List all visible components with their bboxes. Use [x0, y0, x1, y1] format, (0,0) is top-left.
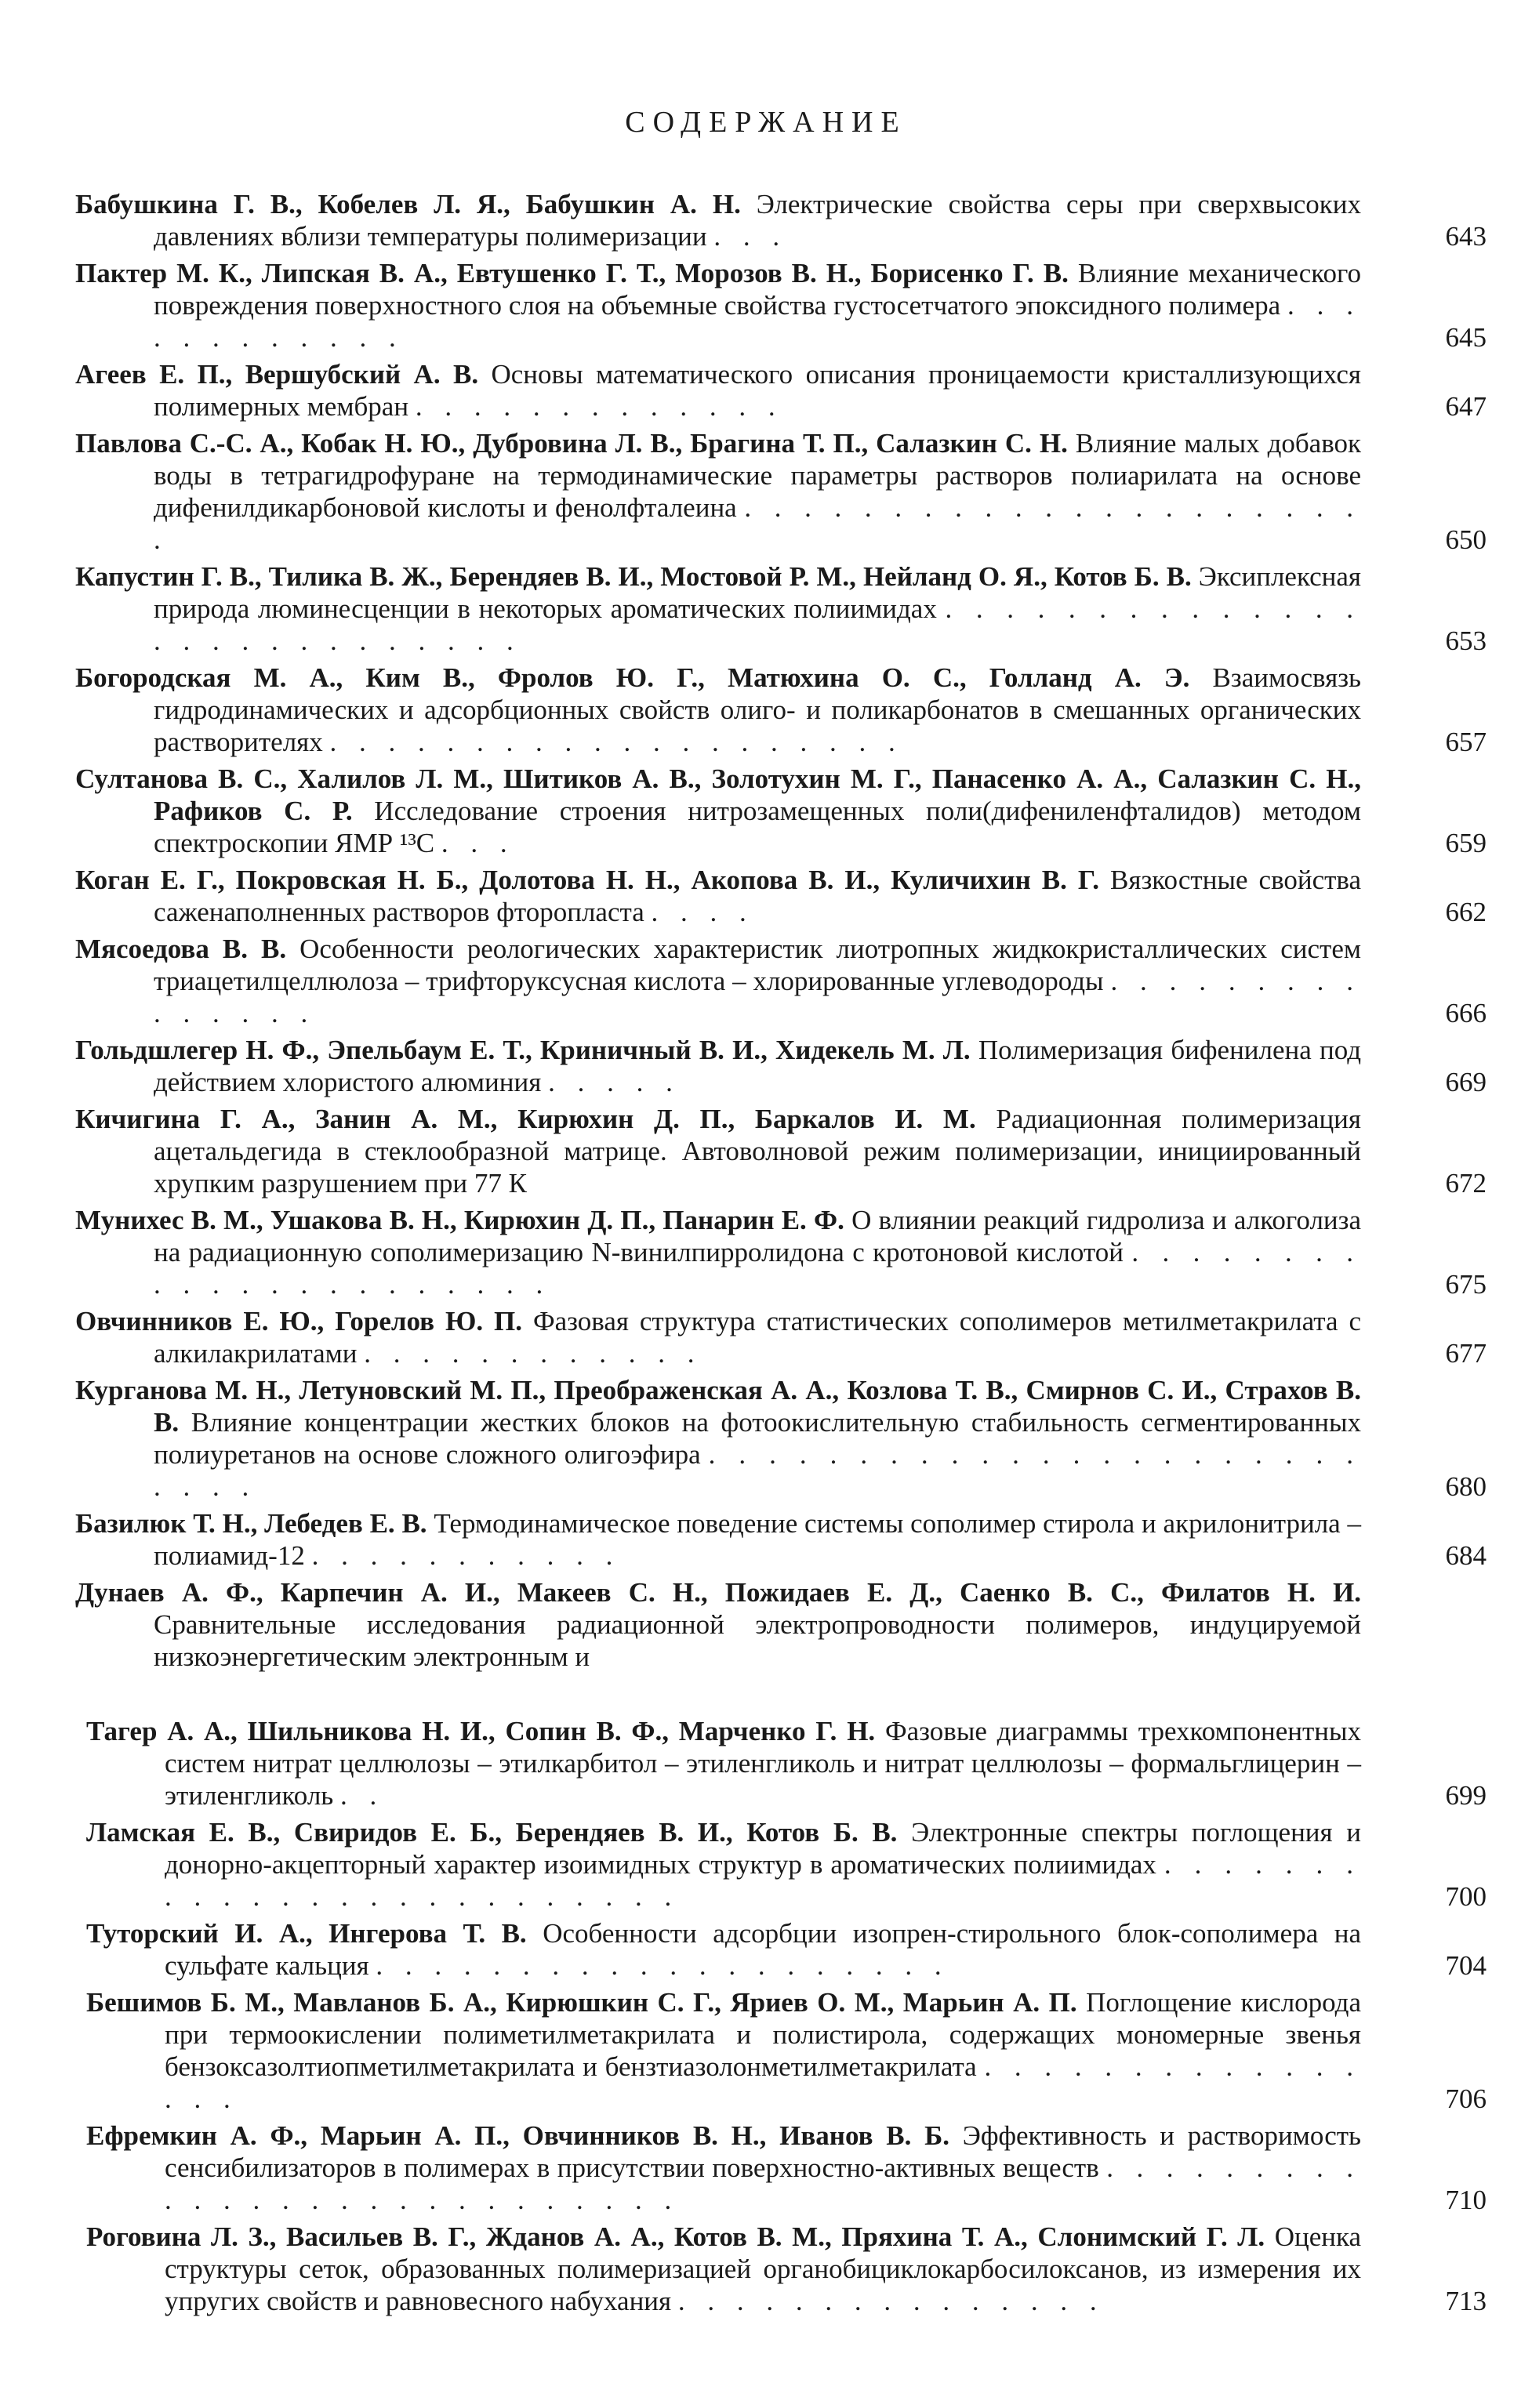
toc-entry-authors: Кичигина Г. А., Занин А. М., Кирюхин Д. П., Баркалов И. М. [75, 1104, 976, 1134]
toc-entry-text [86, 1986, 1487, 2115]
toc-entry-authors: Мунихес В. М., Ушакова В. Н., Кирюхин Д. П., Панарин Е. Ф. [75, 1205, 844, 1235]
toc-entry-page-number: 669 [1445, 1067, 1487, 1097]
toc-entry-text [75, 358, 1487, 422]
toc-entry [75, 864, 1487, 928]
toc-entry [75, 763, 1487, 859]
toc-entry-leader-dots: . . . . . . . . . . . . . . . [154, 966, 1361, 1028]
toc-entry-title: Особенности адсорбции изопрен-стирольного блок-сополимера на сульфате кальция [165, 1918, 1362, 1981]
toc-entry-page-number: 657 [1445, 727, 1487, 757]
toc-entry-leader-dots: . . . . . . . . . . . . . . . . . . . . . . [154, 1237, 1362, 1300]
toc-entry [75, 1305, 1487, 1369]
toc-entry-leader-dots: . . . [441, 828, 515, 858]
toc-entry-leader-dots: . . . . . . . . . . . . . . . . . . . . [376, 1950, 949, 1981]
toc-entry [75, 188, 1487, 252]
toc-entry [75, 257, 1487, 354]
toc-entry-authors: Султанова В. С., Халилов Л. М., Шитиков А. В., Золотухин М. Г., Панасенко А. А., Салазкин С. Н., Рафиков С. Р. [75, 763, 1361, 826]
toc-entry [75, 427, 1487, 556]
toc-entry-title: Влияние концентрации жестких блоков на фотоокислительную стабильность сегментированных полиуретанов на основе сложного олигоэфира [154, 1407, 1362, 1470]
toc-entry-title: Поглощение кислорода при термоокислении полиметилметакрилата и полистирола, содержащих мономерные звенья бензоксазолтиопметилметакрилата и бензтиазолонметилметакрилата [165, 1987, 1361, 2082]
toc-entry-page-number: 700 [1445, 1881, 1487, 1912]
toc-entry-title: Исследование строения нитрозамещенных поли(дифениленфталидов) методом спектроскопии ЯМР ¹³C [154, 796, 1362, 858]
toc-entry-authors: Коган Е. Г., Покровская Н. Б., Долотова Н. Н., Акопова В. И., Куличихин В. Г. [75, 865, 1099, 895]
toc-entry-leader-dots: . . . . . . . . . . . . [364, 1338, 702, 1369]
toc-entry-title: Взаимосвязь гидродинамических и адсорбционных свойств олиго- и поликарбонатов в смешанных органических растворителях [154, 662, 1361, 757]
toc-entry-page-number: 677 [1445, 1338, 1487, 1369]
toc-entry-text [75, 662, 1487, 758]
toc-entry-title: О влиянии реакций гидролиза и алкоголиза на радиационную сополимеризацию N-винилпирролидона с кротоновой кислотой [154, 1205, 1361, 1267]
toc-entry [75, 1576, 1487, 1673]
toc-entry-leader-dots: . . . . . [548, 1067, 681, 1097]
toc-entry-leader-dots: . . . . . . . . . . . . . . . . . . . . . . . . . . . [154, 593, 1362, 656]
toc-entry-authors: Мясоедова В. В. [75, 934, 287, 964]
toc-entry [75, 1507, 1487, 1572]
toc-entry [86, 1986, 1487, 2115]
toc-entry-text [75, 427, 1487, 556]
toc-entry-authors: Роговина Л. З., Васильев В. Г., Жданов А. А., Котов В. М., Пряхина Т. А., Слонимский Г. Л. [86, 2221, 1265, 2252]
toc-entry-page-number: 699 [1445, 1780, 1487, 1811]
toc-entry-leader-dots: . . [340, 1780, 385, 1811]
toc-entry [86, 1917, 1487, 1982]
toc-entry [86, 2221, 1487, 2317]
toc-entry-leader-dots: . . . . . . . . . . . . . . . . . . . . . . . . . . [154, 1439, 1362, 1502]
toc-entry-text [75, 933, 1487, 1029]
toc-entry-leader-dots: . . . . . . . . . . . . . . . . . . . . [329, 727, 903, 757]
toc-entry-title: Полимеризация бифенилена под действием хлористого алюминия [154, 1035, 1362, 1097]
toc-entry-authors: Ефремкин А. Ф., Марьин А. П., Овчинников В. Н., Иванов В. Б. [86, 2120, 949, 2151]
toc-entry-title: Влияние механического повреждения поверхностного слоя на объемные свойства густосетчатого эпоксидного полимера [154, 258, 1362, 321]
toc-entry-page-number: 704 [1445, 1950, 1487, 1981]
toc-entry-authors: Базилюк Т. Н., Лебедев Е. В. [75, 1508, 427, 1539]
toc-entry-text [75, 257, 1487, 354]
toc-entry-page-number: 675 [1445, 1269, 1487, 1300]
toc-entry-page-number: 659 [1445, 828, 1487, 858]
toc-entry [75, 1034, 1487, 1098]
toc-entry [86, 1715, 1487, 1811]
toc-entry-leader-dots: . . . . . . . . . . . . . [415, 391, 783, 422]
toc-entry-text [75, 1507, 1487, 1572]
toc-entry [75, 560, 1487, 657]
toc-entry-page-number: 710 [1445, 2185, 1487, 2215]
toc-entry-authors: Бабушкина Г. В., Кобелев Л. Я., Бабушкин А. Н. [75, 189, 741, 219]
toc-entry-text [75, 1576, 1487, 1673]
toc-entry-page-number: 666 [1445, 998, 1487, 1028]
toc-entry-authors: Пактер М. К., Липская В. А., Евтушенко Г. Т., Морозов В. Н., Борисенко Г. В. [75, 258, 1069, 288]
toc-entry-title: Радиационная полимеризация ацетальдегида в стеклообразной матрице. Автоволновой режим полимеризации, инициированный хрупким разрушением при 77 К [154, 1104, 1362, 1199]
toc-entry-page-number: 680 [1445, 1471, 1487, 1502]
toc-entry-page-number: 713 [1445, 2286, 1487, 2316]
toc-entry-authors: Гольдшлегер Н. Ф., Эпельбаум Е. Т., Криничный В. И., Хидекель М. Л. [75, 1035, 971, 1065]
toc-entry-text [75, 1374, 1487, 1503]
toc-entry-leader-dots: . . . . . . . . . . . . . . . [677, 2286, 1105, 2316]
toc-section-bottom [86, 1715, 1487, 2322]
toc-entry-page-number: 672 [1445, 1168, 1487, 1199]
toc-entry-text [86, 1816, 1487, 1913]
toc-entry [75, 1204, 1487, 1300]
toc-entry-leader-dots: . . . [713, 221, 788, 252]
toc-entry-text [75, 560, 1487, 657]
toc-entry-authors: Ламская Е. В., Свиридов Е. Б., Берендяев В. И., Котов Б. В. [86, 1817, 898, 1848]
toc-entry-authors: Курганова М. Н., Летуновский М. П., Преображенская А. А., Козлова Т. В., Смирнов С. И., Страхов В. В. [75, 1375, 1361, 1438]
toc-entry-title: Электронные спектры поглощения и донорно-акцепторный характер изоимидных структур в ароматических полиимидах [165, 1817, 1361, 1880]
toc-entry-text [75, 864, 1487, 928]
toc-entry-leader-dots: . . . . . . . . . . . . [154, 290, 1362, 353]
toc-entry-authors: Овчинников Е. Ю., Горелов Ю. П. [75, 1306, 523, 1336]
toc-entry-page-number: 684 [1445, 1540, 1487, 1571]
page-title: СОДЕРЖАНИЕ [625, 106, 907, 139]
toc-entry-authors: Туторский И. А., Ингерова Т. В. [86, 1918, 527, 1949]
toc-entry-text [75, 1034, 1487, 1098]
toc-entry-text [86, 2120, 1487, 2216]
toc-entry-title: Сравнительные исследования радиационной электропроводности полимеров, индуцируемой низкоэнергетическим электронным и [154, 1609, 1361, 1672]
toc-entry-title: Основы математического описания проницаемости кристаллизующихся полимерных мембран [154, 359, 1361, 422]
toc-entry-authors: Агеев Е. П., Вершубский А. В. [75, 359, 479, 390]
toc-entry-authors: Богородская М. А., Ким В., Фролов Ю. Г., Матюхина О. С., Голланд А. Э. [75, 662, 1190, 693]
toc-entry-title: Термодинамическое поведение системы сополимер стирола и акрилонитрила – полиамид-12 [154, 1508, 1362, 1571]
toc-entry-title: Фазовая структура статистических сополимеров метилметакрилата с алкилакрилатами [154, 1306, 1361, 1369]
toc-entry-title: Влияние малых добавок воды в тетрагидрофуране на термодинамические параметры растворов полиарилата на основе дифенилдикарбоновой кислоты и фенолфталеина [154, 428, 1362, 523]
toc-entry [75, 1103, 1487, 1199]
toc-entry-page-number: 650 [1445, 524, 1487, 555]
toc-entry-text [75, 1204, 1487, 1300]
toc-entry-text [75, 188, 1487, 252]
toc-entry-page-number: 645 [1445, 322, 1487, 353]
toc-entry-text [75, 1305, 1487, 1369]
toc-entry-text [75, 763, 1487, 859]
toc-entry [75, 358, 1487, 422]
toc-entry-page-number: 643 [1445, 221, 1487, 252]
toc-entry-page-number: 653 [1445, 626, 1487, 656]
toc-entry-leader-dots: . . . . . . . . . . . [311, 1540, 621, 1571]
toc-entry-authors: Павлова С.-С. А., Кобак Н. Ю., Дубровина Л. В., Брагина Т. П., Салазкин С. Н. [75, 428, 1068, 459]
toc-entry-text [75, 1103, 1487, 1199]
toc-entry [75, 662, 1487, 758]
toc-entry-text [86, 1917, 1487, 1982]
toc-entry-title: Фазовые диаграммы трехкомпонентных систем нитрат целлюлозы – этилкарбитол – этиленгликоль и нитрат целлюлозы – формальглицерин – этиленгликоль [165, 1716, 1361, 1811]
toc-entry [75, 1374, 1487, 1503]
toc-entry-page-number: 662 [1445, 897, 1487, 927]
toc-entry-title: Электрические свойства серы при сверхвысоких давлениях вблизи температуры полимеризации [154, 189, 1362, 252]
toc-section-top [75, 188, 1487, 1677]
toc-entry-title: Эффективность и растворимость сенсибилизаторов в полимерах в присутствии поверхностно-активных веществ [165, 2120, 1361, 2183]
toc-entry-page-number: 706 [1445, 2083, 1487, 2114]
toc-entry-leader-dots: . . . . . . . . . . . . . . . . . . . . . . . . . [165, 1849, 1361, 1912]
toc-entry-title: Оценка структуры сеток, образованных полимеризацией органобициклокарбосилоксанов, из измерения их упругих свойств и равновесного набухания [165, 2221, 1362, 2316]
toc-entry-text [86, 2221, 1487, 2317]
toc-entry-authors: Бешимов Б. М., Мавланов Б. А., Кирюшкин С. Г., Яриев О. М., Марьин А. П. [86, 1987, 1077, 2018]
toc-entry-title: Особенности реологических характеристик лиотропных жидкокристаллических систем триацетилцеллюлоза – трифторуксусная кислота – хлорированные углеводороды [154, 934, 1361, 996]
toc-entry-page-number: 647 [1445, 391, 1487, 422]
toc-entry-title: Вязкостные свойства саженаполненных растворов фторопласта [154, 865, 1362, 927]
toc-entry-title: Эксиплексная природа люминесценции в некоторых ароматических полиимидах [154, 561, 1361, 624]
toc-entry [86, 1816, 1487, 1913]
toc-entry-leader-dots: . . . . [651, 897, 754, 927]
toc-entry-authors: Тагер А. А., Шильникова Н. И., Сопин В. Ф., Марченко Г. Н. [86, 1716, 876, 1746]
toc-entry-authors: Дунаев А. Ф., Карпечин А. И., Макеев С. Н., Пожидаев Е. Д., Саенко В. С., Филатов Н. И. [75, 1577, 1361, 1608]
toc-entry [86, 2120, 1487, 2216]
toc-entry-leader-dots: . . . . . . . . . . . . . . . . [165, 2051, 1361, 2114]
toc-entry-authors: Капустин Г. В., Тилика В. Ж., Берендяев В. И., Мостовой Р. М., Нейланд О. Я., Котов Б. В. [75, 561, 1192, 592]
toc-entry [75, 933, 1487, 1029]
toc-entry-text [86, 1715, 1487, 1811]
toc-entry-leader-dots: . . . . . . . . . . . . . . . . . . . . . . [154, 492, 1361, 555]
toc-entry-leader-dots: . . . . . . . . . . . . . . . . . . . . . . . . . . . [165, 2152, 1362, 2215]
